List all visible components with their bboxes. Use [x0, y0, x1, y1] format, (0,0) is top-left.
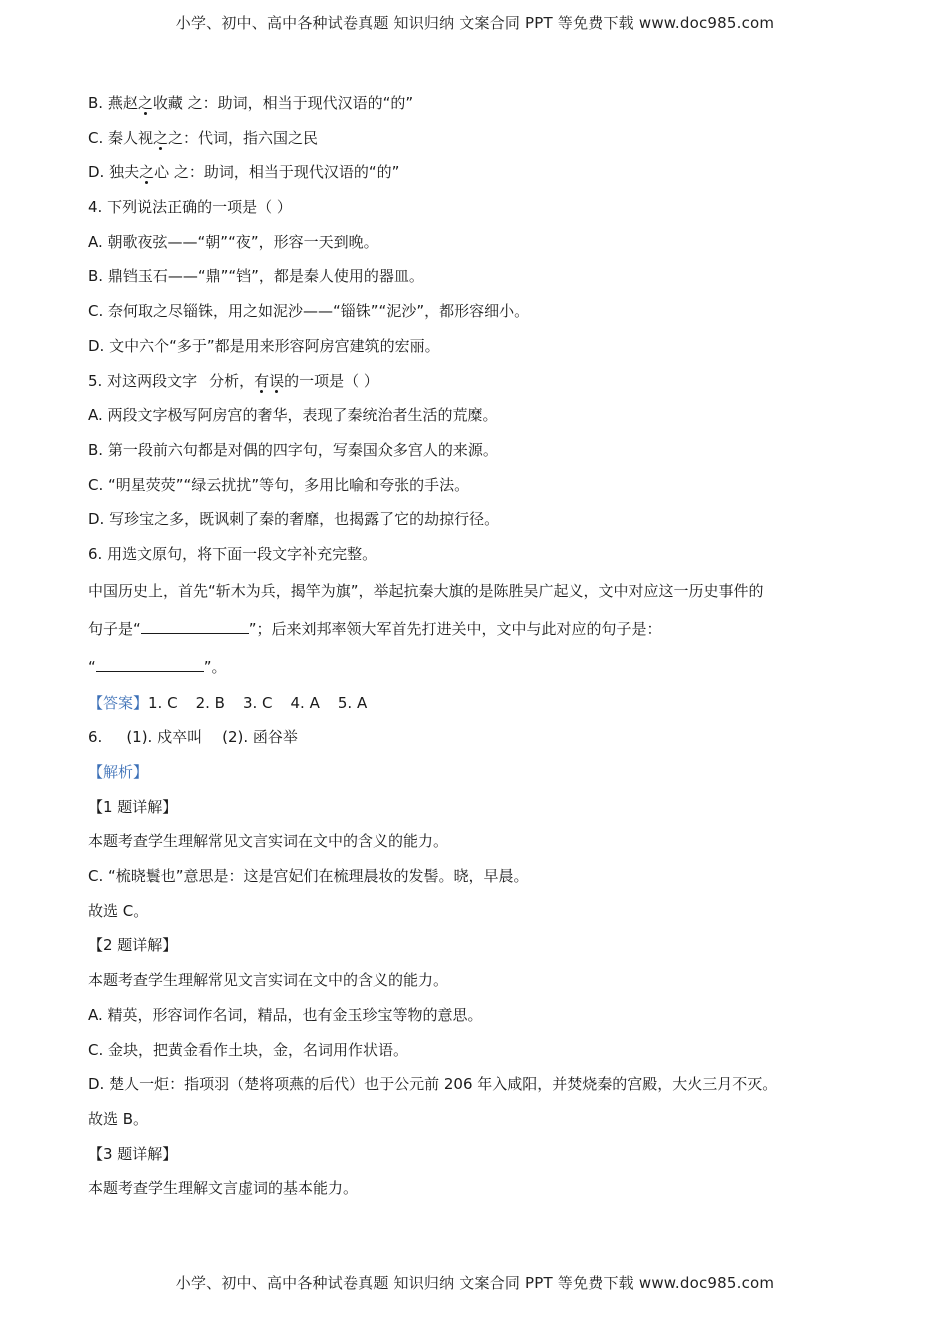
- q3-option-d: D. 独夫之心 之：助词，相当于现代汉语的“的”: [88, 163, 400, 182]
- emphasis-mark: 误: [269, 371, 285, 390]
- page-header: 小学、初中、高中各种试卷真题 知识归纳 文案合同 PPT 等免费下载 www.doc985.com: [175, 14, 775, 32]
- q3-option-b: B. 燕赵之收藏 之：助词，相当于现代汉语的“的”: [88, 94, 414, 112]
- emphasis-mark: 之: [153, 128, 169, 147]
- answer-blank-2: [96, 657, 204, 672]
- answer-item: 4. A: [290, 693, 320, 712]
- q5-option-a: A. 两段文字极写阿房宫的奢华，表现了秦统治者生活的荒糜。: [88, 406, 498, 425]
- detail-2-text: 本题考查学生理解常见文言实词在文中的含义的能力。: [88, 971, 449, 990]
- detail-2-option-d: D. 楚人一炬：指项羽（楚将项燕的后代）也于公元前 206 年入咸阳，并焚烧秦的宫殿，大火三月不灭。: [88, 1075, 778, 1094]
- q3-option-c: C. 秦人视之之：代词，指六国之民: [88, 128, 319, 147]
- q4-option-b: B. 鼎铛玉石——“鼎”“铛”，都是秦人使用的器皿。: [88, 267, 424, 286]
- detail-3-title: 【3 题详解】: [88, 1144, 178, 1163]
- q6-paragraph-line2: 句子是“ ”；后来刘邦率领大军首先打进关中，文中与此对应的句子是：: [88, 619, 662, 638]
- q5-option-d: D. 写珍宝之多，既讽刺了秦的奢靡，也揭露了它的劫掠行径。: [88, 510, 500, 529]
- q4-option-a: A. 朝歌夜弦——“朝”“夜”，形容一天到晚。: [88, 232, 379, 251]
- q5-option-c: C. “明星荧荧”“绿云扰扰”等句，多用比喻和夸张的手法。: [88, 475, 470, 494]
- analysis-label: 【解析】: [88, 763, 149, 781]
- detail-2-choice: 故选 B。: [88, 1109, 149, 1128]
- answer-item: 1. C: [148, 693, 178, 712]
- q6-paragraph-line3: “ ”。: [88, 657, 227, 676]
- detail-1-choice: 故选 C。: [88, 901, 149, 920]
- answer-blank-1: [141, 619, 249, 634]
- answer-line-6: 6. (1). 戍卒叫 (2). 函谷举: [88, 728, 298, 747]
- q4-option-d: D. 文中六个“多于”都是用来形容阿房宫建筑的宏丽。: [88, 336, 440, 355]
- detail-2-title: 【2 题详解】: [88, 936, 178, 955]
- answer-line: [88, 686, 878, 721]
- emphasis-mark: 之: [139, 163, 155, 182]
- q6-paragraph-line1: 中国历史上，首先“斩木为兵，揭竿为旗”，举起抗秦大旗的是陈胜吴广起义，文中对应这一历史事件的: [88, 581, 764, 600]
- document-body: [88, 86, 878, 1206]
- page-footer: 小学、初中、高中各种试卷真题 知识归纳 文案合同 PPT 等免费下载 www.doc985.com: [175, 1274, 775, 1292]
- detail-1-option-c: C. “梳晓鬟也”意思是：这是宫妃们在梳理晨妆的发髻。晓，早晨。: [88, 867, 529, 886]
- answer-item: 3. C: [242, 693, 273, 712]
- answer-label: 【答案】: [88, 693, 149, 712]
- detail-1-title: 【1 题详解】: [88, 797, 178, 816]
- emphasis-mark: 有: [254, 371, 270, 390]
- detail-3-text: 本题考查学生理解文言虚词的基本能力。: [88, 1179, 359, 1198]
- detail-2-option-c: C. 金块，把黄金看作土块，金，名词用作状语。: [88, 1040, 409, 1059]
- q4-option-c: C. 奈何取之尽锱铢，用之如泥沙——“锱铢”“泥沙”，都形容细小。: [88, 302, 530, 321]
- emphasis-mark: 之: [137, 94, 153, 112]
- detail-2-option-a: A. 精英，形容词作名词，精品，也有金玉珍宝等物的意思。: [88, 1005, 483, 1024]
- q4-stem: 4. 下列说法正确的一项是（ ）: [88, 198, 292, 217]
- answer-item: 2. B: [195, 693, 225, 712]
- detail-1-text: 本题考查学生理解常见文言实词在文中的含义的能力。: [88, 832, 449, 851]
- q5-stem: 5. 对这两段文字 分析，有误的一项是（ ）: [88, 371, 379, 390]
- q5-option-b: B. 第一段前六句都是对偶的四字句，写秦国众多宫人的来源。: [88, 440, 498, 459]
- q6-stem: 6. 用选文原句，将下面一段文字补充完整。: [88, 544, 378, 563]
- answer-item: 5. A: [337, 693, 368, 712]
